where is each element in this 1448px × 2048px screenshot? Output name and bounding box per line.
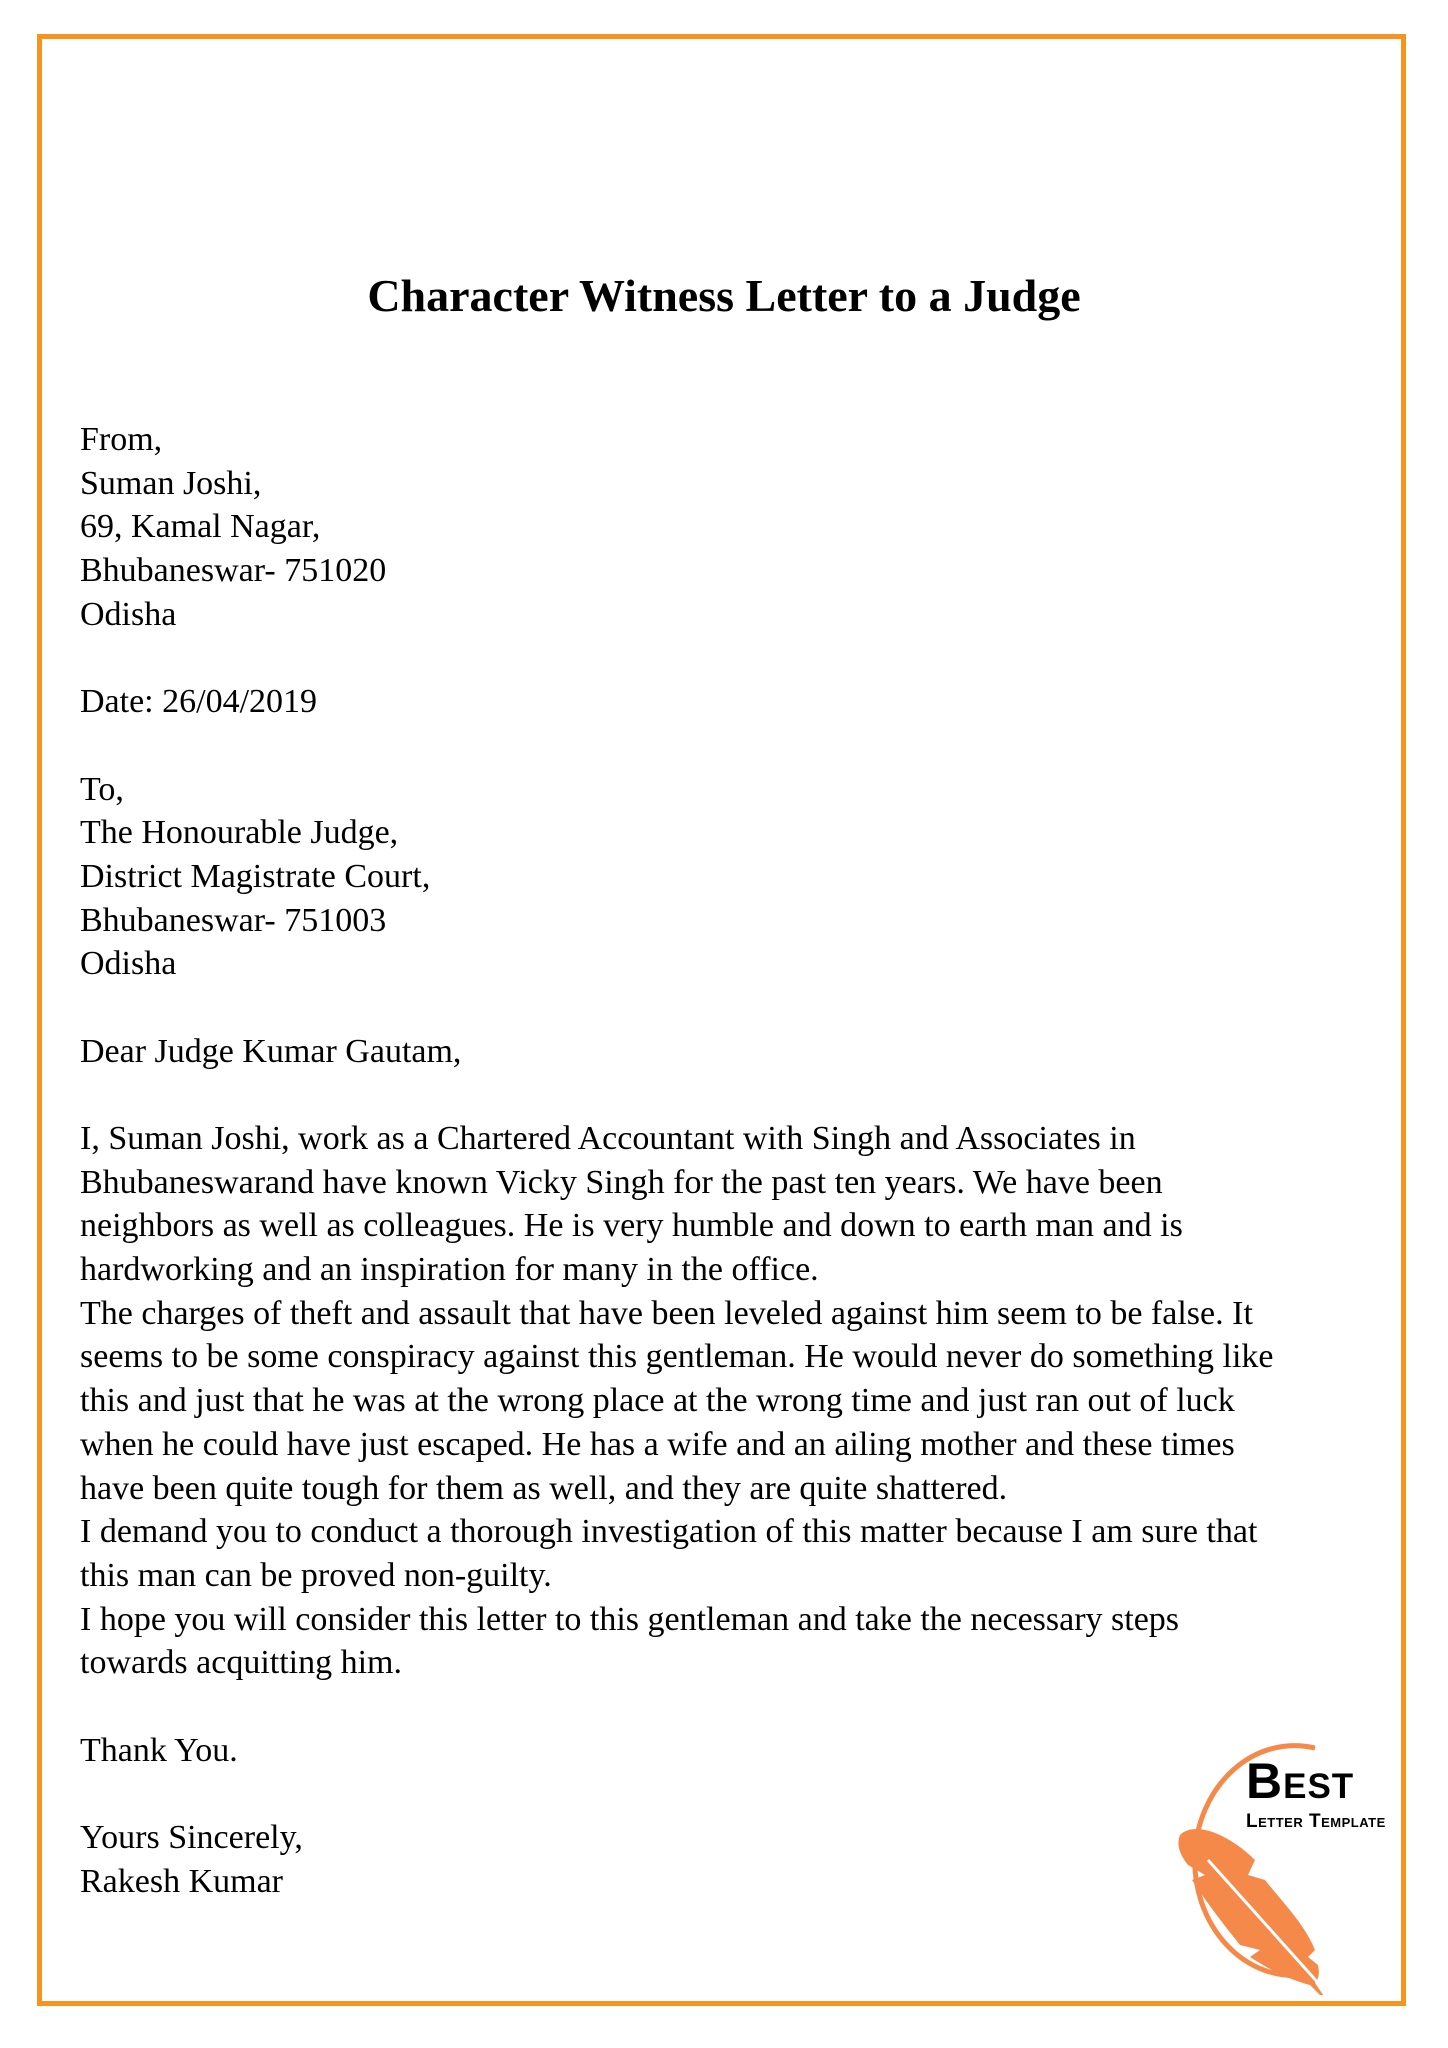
- address-line: To,: [80, 770, 124, 808]
- letter-body: [80, 418, 1274, 1903]
- closing: Yours Sincerely,: [80, 1819, 303, 1856]
- signature: Rakesh Kumar: [80, 1862, 284, 1900]
- address-line: From,: [80, 421, 163, 458]
- page-title: Character Witness Letter to a Judge: [367, 270, 1081, 321]
- logo-text-best: Best: [1246, 1753, 1355, 1809]
- letter-date: Date: 26/04/2019: [80, 683, 318, 721]
- letter-paragraphs: [80, 1117, 1274, 1685]
- body-line: I demand you to conduct a thorough investigation of this matter because I am sure that: [80, 1513, 1258, 1551]
- body-line: neighbors as well as colleagues. He is very humble and down to earth man and is: [80, 1207, 1183, 1245]
- address-line: Bhubaneswar- 751003: [80, 901, 387, 939]
- address-line: Odisha: [80, 945, 177, 983]
- body-line: The charges of theft and assault that have been leveled against him seem to be false. It: [80, 1294, 1253, 1332]
- body-line: towards acquitting him.: [80, 1644, 403, 1682]
- address-line: Suman Joshi,: [80, 464, 262, 502]
- body-line: this man can be proved non-guilty.: [80, 1556, 552, 1594]
- body-line: this and just that he was at the wrong place at the wrong time and just ran out of luck: [80, 1382, 1235, 1420]
- salutation: Dear Judge Kumar Gautam,: [80, 1032, 462, 1070]
- feather-icon: [1178, 1829, 1330, 1995]
- body-line: when he could have just escaped. He has a wife and an ailing mother and these times: [80, 1425, 1235, 1463]
- body-line: hardworking and an inspiration for many in the office.: [80, 1251, 819, 1289]
- body-line: have been quite tough for them as well, and they are quite shattered.: [80, 1469, 1008, 1507]
- logo-text-subtitle: Letter Template: [1246, 1811, 1386, 1832]
- body-line: seems to be some conspiracy against this gentleman. He would never do something like: [80, 1338, 1274, 1376]
- address-line: District Magistrate Court,: [80, 857, 431, 895]
- address-line: 69, Kamal Nagar,: [80, 508, 321, 546]
- body-line: I, Suman Joshi, work as a Chartered Accountant with Singh and Associates in: [80, 1120, 1136, 1157]
- body-line: Bhubaneswarand have known Vicky Singh for the past ten years. We have been: [80, 1163, 1163, 1201]
- address-line: Odisha: [80, 595, 177, 633]
- body-line: I hope you will consider this letter to this gentleman and take the necessary steps: [80, 1600, 1180, 1638]
- sender-address: [80, 418, 1274, 636]
- address-line: The Honourable Judge,: [80, 814, 399, 852]
- recipient-address: [80, 768, 1274, 986]
- thanks: Thank You.: [80, 1731, 238, 1769]
- address-line: Bhubaneswar- 751020: [80, 552, 387, 590]
